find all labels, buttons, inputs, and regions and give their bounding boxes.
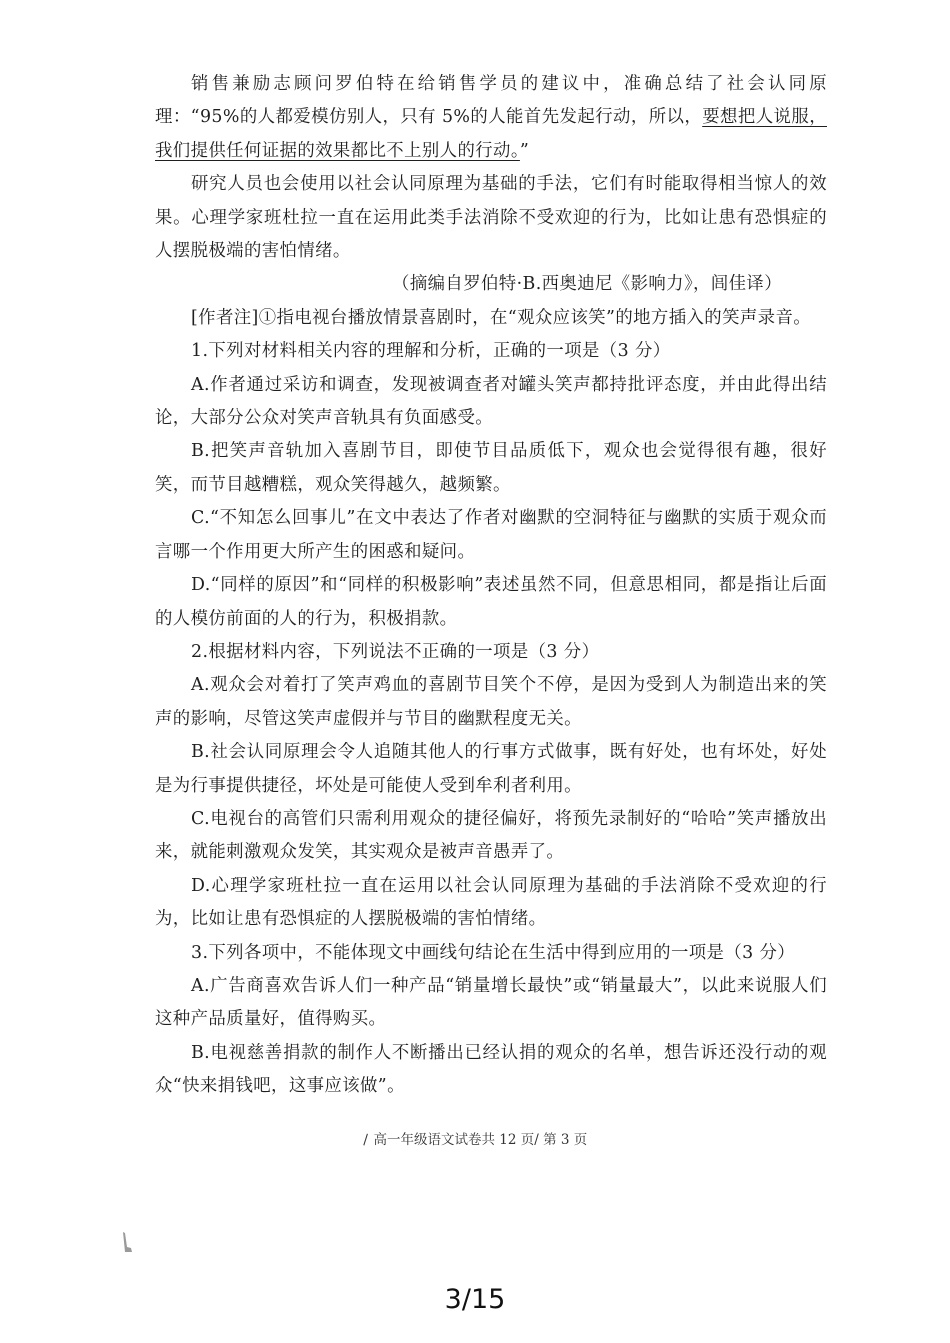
author-note: [作者注]①指电视台播放情景喜剧时，在“观众应该笑”的地方插入的笑声录音。 bbox=[191, 307, 812, 328]
exam-content bbox=[155, 68, 827, 1104]
question-2: 2.根据材料内容，下列说法不正确的一项是（3 分） bbox=[191, 641, 600, 662]
paragraph-research: 研究人员也会使用以社会认同原理为基础的手法，它们有时能取得相当惊人的效果。心理学家班杜拉一直在运用此类手法消除不受欢迎的行为，比如让患有恐惧症的人摆脱极端的害怕情绪。 bbox=[155, 174, 827, 262]
underlined-sentence: 要想把人说服，我们提供任何证据的效果都比不上别人的行动。 bbox=[155, 107, 827, 161]
question-3-option-b: B.电视慈善捐款的制作人不断播出已经认捐的观众的名单，想告诉还没行动的观众“快来捐钱吧，这事应该做”。 bbox=[155, 1042, 827, 1097]
paragraph-text: 销售兼励志顾问罗伯特在给销售学员的建议中，准确总结了社会认同原理：“95%的人都爱模仿别人，只有 5%的人能首先发起行动，所以， bbox=[155, 74, 827, 128]
scan-artifact-icon bbox=[121, 1230, 133, 1254]
question-1-option-b: B.把笑声音轨加入喜剧节目，即使节目品质低下，观众也会觉得很有趣，很好笑，而节目越糟糕，观众笑得越久，越频繁。 bbox=[155, 441, 827, 495]
question-2-option-b: B.社会认同原理会令人追随其他人的行事方式做事，既有好处，也有坏处，好处是为行事提供捷径，坏处是可能使人受到牟利者利用。 bbox=[155, 742, 827, 796]
question-2-option-c: C.电视台的高管们只需利用观众的捷径偏好，将预先录制好的“哈哈”笑声播放出来，就能刺激观众发笑，其实观众是被声音愚弄了。 bbox=[155, 808, 827, 863]
question-3: 3.下列各项中，不能体现文中画线句结论在生活中得到应用的一项是（3 分） bbox=[191, 942, 796, 963]
question-1-option-a: A.作者通过采访和调查，发现被调查者对罐头笑声都持批评态度，并由此得出结论，大部分公众对笑声音轨具有负面感受。 bbox=[155, 374, 827, 429]
question-1-option-c: C.“不知怎么回事儿”在文中表达了作者对幽默的空洞特征与幽默的实质于观众而言哪一个作用更大所产生的困惑和疑问。 bbox=[155, 508, 827, 562]
page-number: 3/15 bbox=[444, 1284, 506, 1315]
closing-quote: ” bbox=[519, 140, 530, 161]
question-2-option-d: D.心理学家班杜拉一直在运用以社会认同原理为基础的手法消除不受欢迎的行为，比如让患有恐惧症的人摆脱极端的害怕情绪。 bbox=[155, 875, 827, 930]
question-1-option-d: D.“同样的原因”和“同样的积极影响”表述虽然不同，但意思相同，都是指让后面的人模仿前面的人的行为，积极捐款。 bbox=[155, 575, 827, 629]
question-1: 1.下列对材料相关内容的理解和分析，正确的一项是（3 分） bbox=[191, 341, 671, 362]
question-3-option-a: A.广告商喜欢告诉人们一种产品“销量增长最快”或“销量最大”，以此来说服人们这种产品质量好，值得购买。 bbox=[155, 975, 827, 1030]
source-citation: （摘编自罗伯特·B.西奥迪尼《影响力》，闾佳译） bbox=[392, 274, 782, 295]
question-2-option-a: A.观众会对着打了笑声鸡血的喜剧节目笑个不停，是因为受到人为制造出来的笑声的影响，尽管这笑声虚假并与节目的幽默程度无关。 bbox=[155, 675, 827, 729]
page-footer bbox=[0, 1128, 950, 1148]
footer-text: 高一年级语文试卷共 12 页/ 第 3 页 bbox=[373, 1132, 588, 1148]
paragraph-social-proof bbox=[155, 68, 827, 168]
pen-mark-icon: \ bbox=[358, 1132, 372, 1148]
